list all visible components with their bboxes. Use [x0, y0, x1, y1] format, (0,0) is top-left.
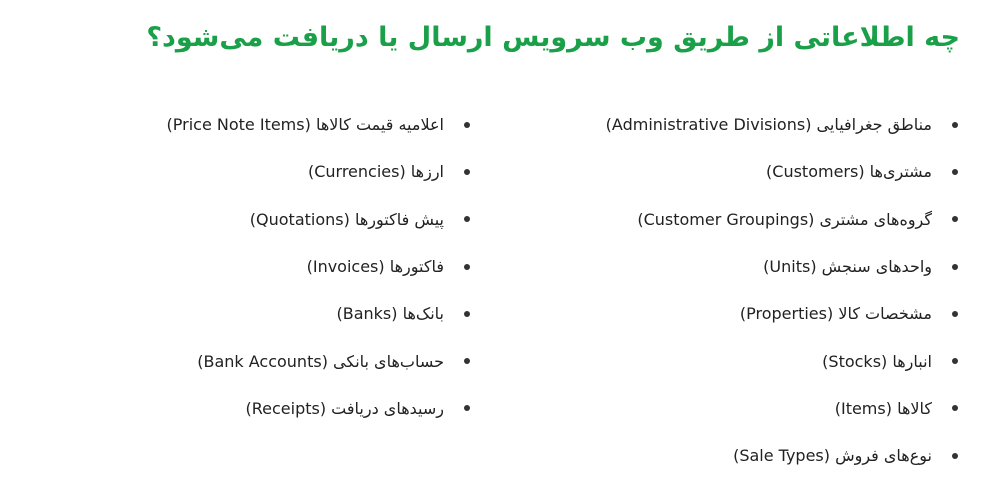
list-item: [167, 385, 470, 432]
list-item: [606, 196, 958, 243]
list-item: [167, 101, 470, 148]
list-item-label: مناطق جغرافیایی (Administrative Divisions): [605, 115, 932, 135]
list-item-label: فاکتورها (Invoices): [306, 257, 444, 277]
bullet-icon: [952, 358, 958, 364]
bullet-icon: [952, 169, 958, 175]
list-item: [606, 101, 958, 148]
list-item: [606, 432, 958, 479]
bullet-icon: [464, 311, 470, 317]
list-item-label: نوع‌های فروش (Sale Types): [733, 446, 932, 466]
bullet-icon: [464, 358, 470, 364]
list-item-label: انبارها (Stocks): [822, 351, 932, 371]
list-item-label: گروه‌های مشتری (Customer Groupings): [637, 209, 932, 229]
list-item-label: حساب‌های بانکی (Bank Accounts): [197, 351, 444, 371]
bullet-icon: [952, 122, 958, 128]
list-item-label: رسیدهای دریافت (Receipts): [245, 398, 444, 418]
list-item: [606, 337, 958, 384]
list-item: [606, 148, 958, 195]
bullet-icon: [952, 311, 958, 317]
bullet-icon: [464, 169, 470, 175]
bullet-icon: [952, 264, 958, 270]
list-item-label: مشتری‌ها (Customers): [766, 162, 932, 182]
data-types-list-right: [606, 101, 958, 479]
bullet-icon: [952, 405, 958, 411]
list-item-label: پیش فاکتورها (Quotations): [249, 209, 444, 229]
data-types-list-left: [167, 101, 470, 432]
list-item: [167, 148, 470, 195]
list-item: [167, 196, 470, 243]
page-title: چه اطلاعاتی از طریق وب سرویس ارسال یا دریافت می‌شود؟: [146, 22, 960, 53]
list-item: [606, 290, 958, 337]
bullet-icon: [464, 216, 470, 222]
list-item-label: اعلامیه قیمت کالاها (Price Note Items): [166, 115, 444, 135]
list-item-label: ارزها (Currencies): [307, 162, 444, 182]
list-item-label: بانک‌ها (Banks): [336, 304, 444, 324]
bullet-icon: [464, 264, 470, 270]
bullet-icon: [952, 216, 958, 222]
list-item: [167, 290, 470, 337]
bullet-icon: [464, 405, 470, 411]
bullet-icon: [464, 122, 470, 128]
bullet-icon: [952, 453, 958, 459]
list-item: [606, 243, 958, 290]
list-item-label: کالاها (Items): [834, 398, 932, 418]
list-item: [606, 385, 958, 432]
list-item-label: مشخصات کالا (Properties): [739, 304, 932, 324]
list-item-label: واحدهای سنجش (Units): [763, 257, 932, 277]
list-item: [167, 243, 470, 290]
list-item: [167, 337, 470, 384]
